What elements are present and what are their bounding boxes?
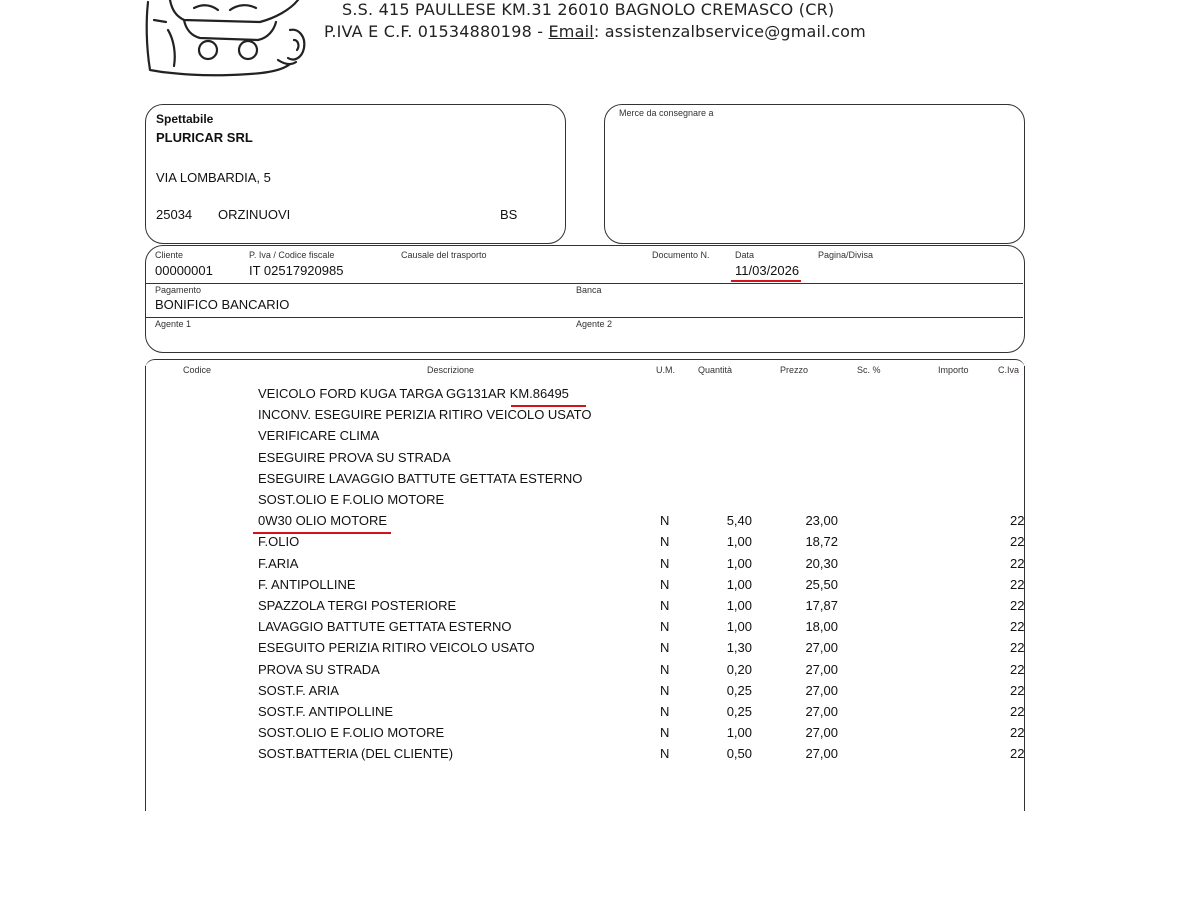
row-quantity: 0,50 (726, 746, 752, 762)
cliente-label: Cliente (155, 250, 184, 260)
row-description: ESEGUIRE LAVAGGIO BATTUTE GETTATA ESTERNO (258, 470, 583, 486)
row-iva: 22 (1010, 598, 1024, 613)
row-description: SOST.F. ARIA (258, 682, 339, 698)
row-description: PROVA SU STRADA (258, 661, 380, 677)
row-um: N (660, 725, 670, 741)
recipient-city: ORZINUOVI (218, 207, 291, 222)
delivery-box (604, 104, 1025, 244)
row-iva: 22 (1010, 576, 1024, 592)
col-header-iva: C.Iva (998, 365, 1020, 375)
row-iva: 22 (1010, 725, 1024, 741)
row-price: 27,00 (805, 746, 838, 762)
row-description: VEICOLO FORD KUGA TARGA GG131AR KM.86495 (258, 386, 569, 401)
row-quantity: 1,30 (726, 640, 752, 656)
row-iva: 22 (1010, 619, 1024, 635)
doc-info-divider-2 (146, 317, 1023, 318)
piva-value: IT 02517920985 (249, 263, 344, 278)
row-iva: 22 (1010, 513, 1024, 529)
row-quantity: 5,40 (726, 513, 752, 529)
agente2-label: Agente 2 (576, 319, 613, 329)
row-price: 23,00 (805, 513, 838, 529)
recipient-name: PLURICAR SRL (156, 130, 253, 145)
row-quantity: 0,25 (726, 682, 752, 698)
oil-annotation-underline (253, 532, 391, 534)
row-description: INCONV. ESEGUIRE PERIZIA RITIRO VEICOLO USATO (258, 407, 592, 423)
row-um: N (660, 513, 670, 529)
doc-info-divider-1 (146, 283, 1023, 284)
row-price: 27,00 (805, 704, 838, 719)
company-email-label: Email (548, 22, 594, 41)
row-quantity: 1,00 (726, 534, 752, 550)
table-left-border (145, 366, 146, 811)
delivery-label: Merce da consegnare a (619, 108, 714, 118)
row-um: N (660, 640, 670, 656)
documento-label: Documento N. (652, 250, 710, 260)
col-header-sconto: Sc. % (857, 365, 881, 375)
company-email: : assistenzalbservice@gmail.com (593, 22, 866, 41)
date-annotation-underline (731, 280, 801, 282)
recipient-street: VIA LOMBARDIA, 5 (156, 170, 271, 185)
recipient-box (145, 104, 566, 244)
agente1-label: Agente 1 (155, 319, 192, 329)
recipient-province: BS (500, 207, 518, 222)
row-iva: 22 (1010, 534, 1024, 550)
pagina-label: Pagina/Divisa (818, 250, 874, 260)
row-price: 17,87 (805, 598, 838, 613)
row-description: SPAZZOLA TERGI POSTERIORE (258, 598, 457, 613)
row-um: N (660, 661, 670, 677)
row-iva: 22 (1010, 555, 1024, 571)
document-info-box (145, 245, 1025, 353)
recipient-label: Spettabile (156, 112, 214, 126)
row-um: N (660, 619, 670, 635)
row-iva: 22 (1010, 640, 1024, 656)
row-description: F. ANTIPOLLINE (258, 576, 356, 592)
row-description: ESEGUITO PERIZIA RITIRO VEICOLO USATO (258, 640, 535, 656)
row-quantity: 1,00 (726, 725, 752, 741)
row-price: 27,00 (805, 661, 838, 677)
col-header-descrizione: Descrizione (427, 365, 475, 375)
row-quantity: 1,00 (726, 619, 752, 635)
cliente-value: 00000001 (155, 263, 213, 278)
row-quantity: 1,00 (726, 555, 752, 571)
row-price: 27,00 (805, 725, 838, 741)
row-iva: 22 (1010, 661, 1024, 677)
row-price: 27,00 (805, 640, 838, 656)
km-annotation-underline (511, 405, 586, 407)
row-description: ESEGUIRE PROVA SU STRADA (258, 449, 451, 465)
row-price: 25,50 (805, 576, 838, 592)
col-header-importo: Importo (938, 365, 969, 375)
pagamento-value: BONIFICO BANCARIO (155, 297, 290, 312)
car-sketch-logo (140, 0, 315, 78)
row-price: 18,72 (805, 534, 838, 550)
row-description: F.OLIO (258, 534, 300, 550)
row-price: 27,00 (805, 682, 838, 698)
row-quantity: 1,00 (726, 598, 752, 613)
row-quantity: 1,00 (726, 576, 752, 592)
piva-label: P. Iva / Codice fiscale (249, 250, 335, 260)
row-description: 0W30 OLIO MOTORE (258, 513, 388, 529)
row-quantity: 0,20 (726, 661, 752, 677)
row-description: SOST.F. ANTIPOLLINE (258, 704, 394, 719)
row-um: N (660, 576, 670, 592)
row-description: LAVAGGIO BATTUTE GETTATA ESTERNO (258, 619, 512, 635)
company-address: S.S. 415 PAULLESE KM.31 26010 BAGNOLO CREMASCO (CR) (342, 0, 835, 19)
row-um: N (660, 682, 670, 698)
col-header-quantita: Quantità (698, 365, 733, 375)
row-um: N (660, 704, 670, 719)
row-description: F.ARIA (258, 555, 299, 571)
causale-label: Causale del trasporto (401, 250, 487, 260)
row-iva: 22 (1010, 746, 1024, 762)
row-um: N (660, 555, 670, 571)
row-price: 18,00 (805, 619, 838, 635)
row-um: N (660, 598, 670, 613)
recipient-zip: 25034 (156, 207, 193, 222)
row-description: SOST.OLIO E F.OLIO MOTORE (258, 725, 445, 741)
data-label: Data (735, 250, 755, 260)
row-price: 20,30 (805, 555, 838, 571)
pagamento-label: Pagamento (155, 285, 202, 295)
col-header-prezzo: Prezzo (780, 365, 809, 375)
row-iva: 22 (1010, 704, 1024, 719)
row-description: SOST.OLIO E F.OLIO MOTORE (258, 492, 445, 507)
banca-label: Banca (576, 285, 602, 295)
company-vat-email-line (324, 22, 866, 41)
col-header-codice: Codice (183, 365, 212, 375)
row-um: N (660, 534, 670, 550)
company-vat: P.IVA E C.F. 01534880198 - (324, 22, 549, 41)
table-right-border (1024, 366, 1025, 811)
row-description: VERIFICARE CLIMA (258, 428, 380, 444)
data-value: 11/03/2026 (735, 263, 800, 278)
row-quantity: 0,25 (726, 704, 752, 719)
row-um: N (660, 746, 670, 762)
row-description: SOST.BATTERIA (DEL CLIENTE) (258, 746, 454, 762)
col-header-um: U.M. (656, 365, 675, 375)
row-iva: 22 (1010, 682, 1024, 698)
